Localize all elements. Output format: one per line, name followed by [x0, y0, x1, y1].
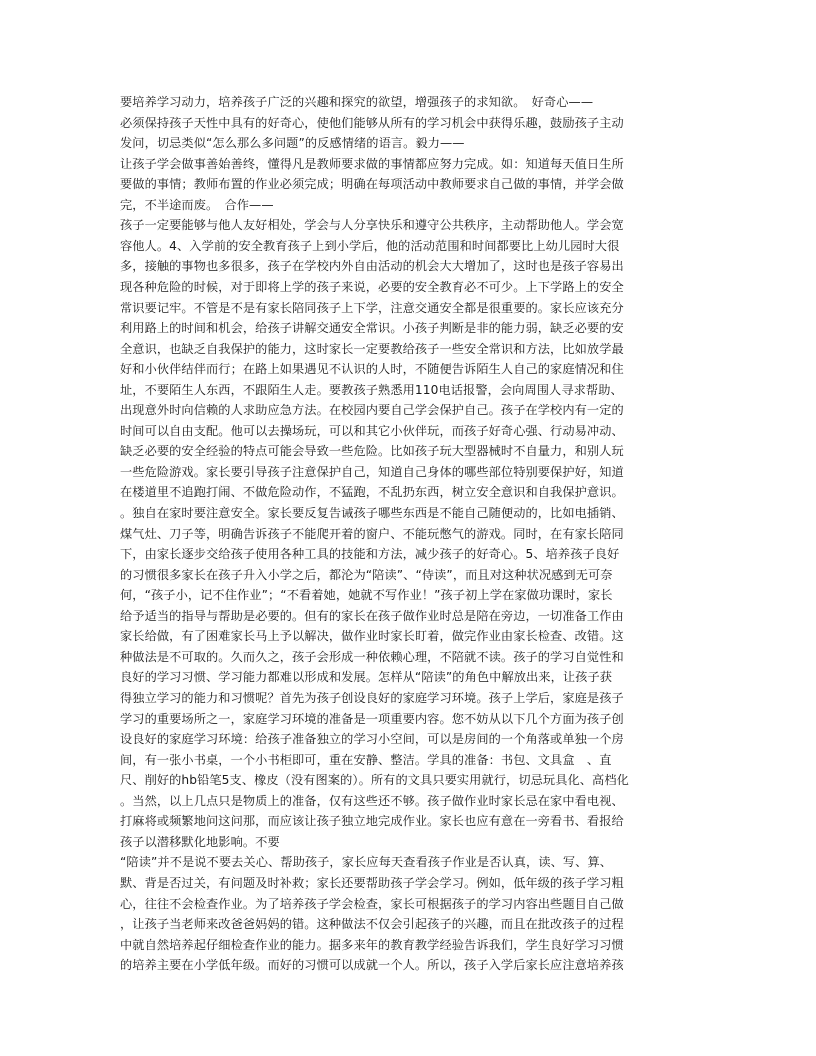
text-line: 家长给做，有了困难家长马上予以解决，做作业时家长盯着，做完作业由家长检查、改错。这	[120, 629, 624, 644]
text-line: 完，不半途而废。 合作——	[120, 197, 274, 212]
text-line: 孩子一定要能够与他人友好相处，学会与人分享快乐和遵守公共秩序，主动帮助他人。学会宽	[120, 218, 624, 233]
text-line: 设良好的家庭学习环境：给孩子准备独立的学习小空间，可以是房间的一个角落或单独一个房	[120, 732, 624, 747]
text-line: 孩子以潜移默化地影响。不要	[120, 834, 280, 849]
text-line: 利用路上的时间和机会，给孩子讲解交通安全常识。小孩子判断是非的能力弱，缺乏必要的安	[120, 321, 624, 336]
text-line: 。独自在家时要注意安全。家长要反复告诫孩子哪些东西是不能自己随便动的，比如电插销、	[120, 506, 624, 520]
text-line: 要培养学习动力，培养孩子广泛的兴趣和探究的欲望，增强孩子的求知欲。 好奇心——	[120, 95, 594, 109]
text-line: 多，接触的事物也多很多，孩子在学校内外自由活动的机会大大增加了，这时也是孩子容易出	[120, 259, 624, 274]
text-line: 现各种危险的时候，对于即将上学的孩子来说，必要的安全教育必不可少。上下学路上的安全	[120, 280, 624, 294]
text-line: 全意识，也缺乏自我保护的能力，这时家长一定要教给孩子一些安全常识和方法，比如放学最	[120, 341, 624, 356]
text-line: 缺乏必要的安全经验的特点可能会导致一些危险。比如孩子玩大型器械时不自量力，和别人玩	[120, 444, 624, 459]
text-line: 好和小伙伴结伴而行；在路上如果遇见不认识的人时，不随便告诉陌生人自己的家庭情况和住	[120, 362, 624, 377]
text-line: “陪读”并不是说不要去关心、帮助孩子，家长应每天查看孩子作业是否认真，读、写、算、	[120, 855, 613, 870]
text-line: 要做的事情；教师布置的作业必须完成；明确在每项活动中教师要求自己做的事情，并学会做	[120, 177, 624, 192]
text-line: 让孩子学会做事善始善终，懂得凡是教师要求做的事情都应努力完成。如：知道每天值日生所	[120, 156, 624, 171]
text-line: 的培养主要在小学低年级。而好的习惯可以成就一个人。所以，孩子入学后家长应注意培养孩	[120, 958, 624, 973]
text-line: 煤气灶、刀子等，明确告诉孩子不能爬开着的窗户、不能玩憋气的游戏。同时，在有家长陪同	[120, 526, 624, 541]
text-line: 良好的学习习惯、学习能力都难以形成和发展。怎样从“陪读”的角色中解放出来，让孩子获	[120, 670, 613, 685]
text-line: 给予适当的指导与帮助是必要的。但有的家长在孩子做作业时总是陪在旁边，一切准备工作由	[120, 608, 624, 623]
text-line: 打麻将或频繁地问这问那，而应该让孩子独立地完成作业。家长也应有意在一旁看书、看报给	[120, 814, 624, 829]
text-line: 。当然，以上几点只是物质上的准备，仅有这些还不够。孩子做作业时家长忌在家中看电视、	[120, 793, 624, 808]
text-line: 一些危险游戏。家长要引导孩子注意保护自己，知道自己身体的哪些部位特别要保护好，知道	[120, 464, 624, 479]
text-line: 时间可以自由支配。他可以去操场玩，可以和其它小伙伴玩，而孩子好奇心强、行动易冲动、	[120, 423, 624, 438]
text-line: 的习惯很多家长在孩子升入小学之后，都沦为“陪读”、“侍读”，而且对这种状况感到无可奈	[120, 567, 613, 582]
text-line: 容他人。4、入学前的安全教育孩子上到小学后，他的活动范围和时间都要比上幼儿园时大很	[120, 238, 620, 253]
text-line: 学习的重要场所之一，家庭学习环境的准备是一项重要内容。您不妨从以下几个方面为孩子创	[120, 711, 624, 726]
text-line: 默、背是否过关，有问题及时补救；家长还要帮助孩子学会学习。例如，低年级的孩子学习粗	[120, 875, 624, 890]
text-line: 何，“孩子小，记不住作业”；“不看着她，她就不写作业！”孩子初上学在家做功课时，家长	[120, 588, 613, 603]
text-line: 中就自然培养起仔细检查作业的能力。据多来年的教育教学经验告诉我们，学生良好学习习惯	[120, 937, 624, 952]
text-line: 下，由家长逐步交给孩子使用各种工具的技能和方法，减少孩子的好奇心。5、培养孩子良好	[120, 547, 620, 562]
text-line: ，让孩子当老师来改爸爸妈妈的错。这种做法不仅会引起孩子的兴趣，而且在批改孩子的过程	[120, 917, 624, 931]
text-line: 常识要记牢。不管是不是有家长陪同孩子上下学，注意交通安全都是很重要的。家长应该充分	[120, 300, 624, 315]
text-line: 发问，切忌类似“怎么那么多问题”的反感情绪的语言。毅力——	[120, 136, 465, 151]
text-line: 种做法是不可取的。久而久之，孩子会形成一种依赖心理，不陪就不读。孩子的学习自觉性和	[120, 649, 624, 664]
text-line: 尺、削好的hb铅笔5支、橡皮（没有图案的）。所有的文具只要实用就行，切忌玩具化、高档化	[120, 773, 629, 788]
text-line: 得独立学习的能力和习惯呢？首先为孩子创设良好的家庭学习环境。孩子上学后，家庭是孩子	[120, 691, 624, 705]
text-line: 址，不要陌生人东西，不跟陌生人走。要教孩子熟悉用110电话报警，会向周围人寻求帮助、	[120, 382, 623, 397]
text-line: 间，有一张小书桌，一个小书柜即可，重在安静、整洁。学具的准备：书包、文具盒 、直	[120, 752, 612, 767]
text-line: 必须保持孩子天性中具有的好奇心，使他们能够从所有的学习机会中获得乐趣，鼓励孩子主动	[120, 115, 624, 130]
text-line: 心，往往不会检查作业。为了培养孩子学会检查，家长可根据孩子的学习内容出些题目自己做	[120, 896, 624, 911]
text-line: 在楼道里不追跑打闹、不做危险动作，不猛跑，不乱扔东西，树立安全意识和自我保护意识。	[120, 485, 624, 500]
text-line: 出现意外时向信赖的人求助应急方法。在校园内要自己学会保护自己。孩子在学校内有一定的	[120, 403, 624, 418]
